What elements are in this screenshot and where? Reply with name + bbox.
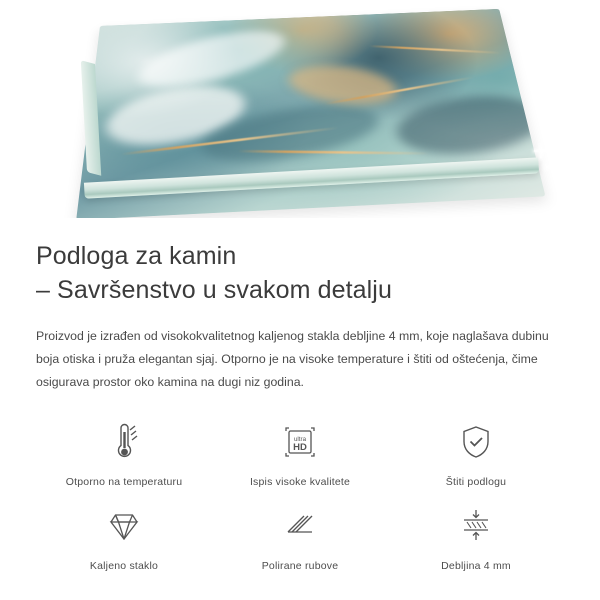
feature-item bbox=[212, 504, 388, 572]
sparkle-icon bbox=[546, 154, 572, 180]
feature-item bbox=[388, 504, 564, 572]
feature-label: Polirane rubove bbox=[261, 559, 339, 572]
feature-label: Kaljeno staklo bbox=[89, 559, 159, 572]
diamond-icon bbox=[102, 504, 146, 548]
artwork-gold-vein bbox=[369, 45, 501, 54]
page-title bbox=[36, 240, 564, 307]
feature-grid bbox=[36, 420, 564, 572]
artwork-swirl bbox=[285, 60, 398, 110]
sparkle-icon bbox=[534, 144, 548, 158]
feature-label: Ispis visoke kvalitete bbox=[249, 475, 351, 488]
content-area bbox=[0, 240, 600, 572]
feature-label: Debljina 4 mm bbox=[441, 559, 511, 572]
headline-line-2: – Savršenstvo u svakom detalju bbox=[36, 275, 392, 304]
feature-item bbox=[212, 420, 388, 488]
feature-label: Otporno na temperaturu bbox=[65, 475, 183, 488]
feature-item bbox=[36, 420, 212, 488]
hero-image-inner bbox=[0, 0, 600, 218]
polished-edges-icon bbox=[278, 504, 322, 548]
product-description: Proizvod je izrađen od visokokvalitetnog kaljenog stakla debljine 4 mm, koje naglašava dubinu boja otiska i pruža elegantan sjaj. Otporno je na visoke temperature i štiti od oštećenja, čime osigurava prostor oko kamina na dugi niz godina. bbox=[36, 329, 549, 389]
feature-label: Štiti podlogu bbox=[445, 475, 507, 488]
thickness-icon bbox=[454, 504, 498, 548]
shield-check-icon bbox=[456, 420, 496, 464]
ultra-hd-icon bbox=[278, 420, 322, 464]
thermometer-icon bbox=[104, 420, 144, 464]
feature-item bbox=[388, 420, 564, 488]
svg-text:HD: HD bbox=[293, 441, 307, 453]
svg-text:ultra: ultra bbox=[293, 435, 307, 443]
feature-item bbox=[36, 504, 212, 572]
hero-product-image bbox=[0, 0, 600, 218]
headline-line-1: Podloga za kamin bbox=[36, 242, 237, 270]
